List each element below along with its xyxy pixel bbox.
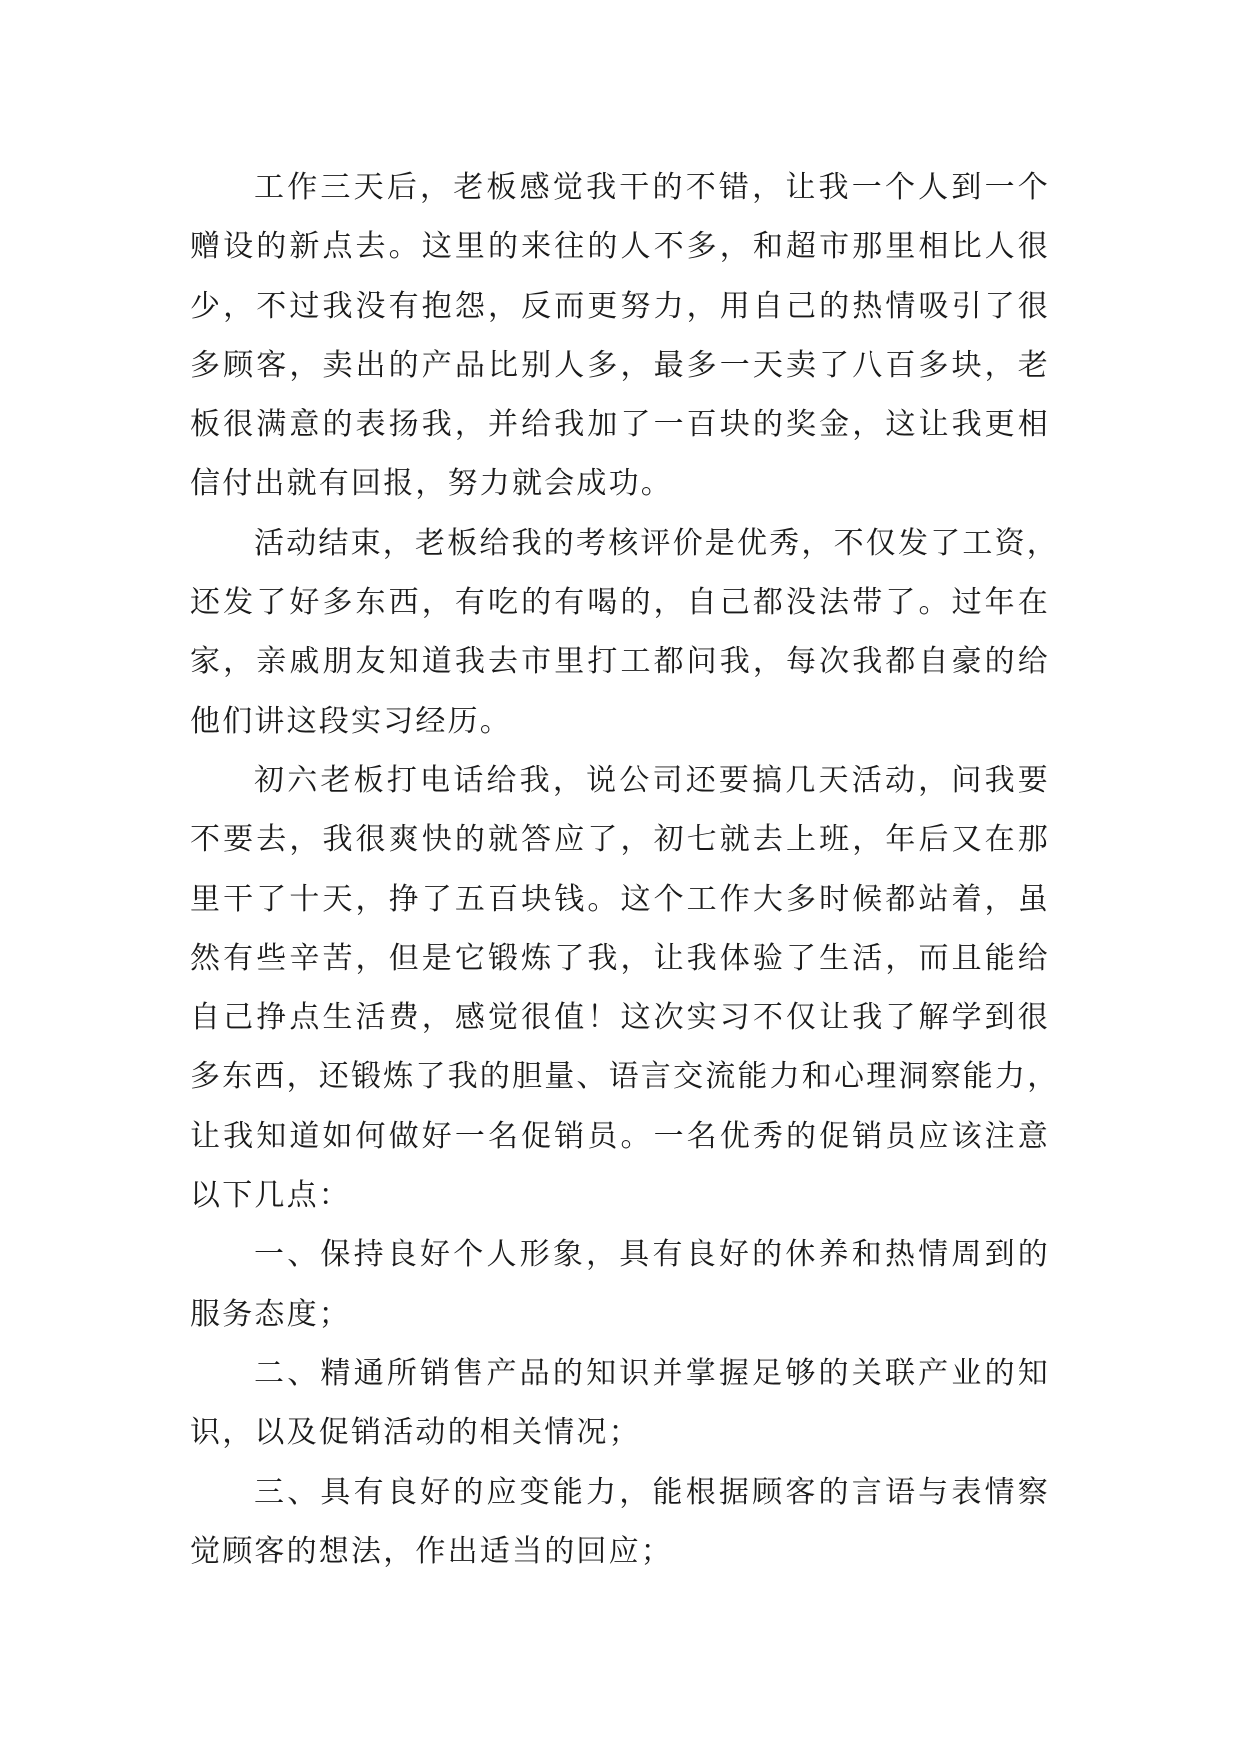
paragraph-line: 服务态度； [190, 1296, 351, 1332]
paragraph-line: 板很满意的表扬我，并给我加了一百块的奖金，这让我更相 [190, 407, 1050, 443]
paragraph-line: 多顾客，卖出的产品比别人多，最多一天卖了八百多块，老 [190, 347, 1050, 383]
paragraph-line: 然有些辛苦，但是它锻炼了我，让我体验了生活，而且能给 [190, 940, 1050, 976]
paragraph-line: 不要去，我很爽快的就答应了，初七就去上班，年后又在那 [190, 822, 1050, 858]
document-body [190, 158, 1060, 1581]
paragraph-line: 初六老板打电话给我，说公司还要搞几天活动，问我要 [254, 762, 1050, 798]
paragraph-1 [190, 158, 1050, 514]
paragraph-line: 二、精通所销售产品的知识并掌握足够的关联产业的知 [254, 1355, 1050, 1391]
paragraph-line: 觉顾客的想法，作出适当的回应； [190, 1533, 673, 1569]
paragraph-line: 里干了十天，挣了五百块钱。这个工作大多时候都站着，虽 [190, 881, 1050, 917]
paragraph-line: 活动结束，老板给我的考核评价是优秀，不仅发了工资， [254, 525, 1059, 561]
paragraph-line: 还发了好多东西，有吃的有喝的，自己都没法带了。过年在 [190, 585, 1050, 621]
list-item-2 [190, 1344, 1050, 1463]
paragraph-line: 赠设的新点去。这里的来往的人不多，和超市那里相比人很 [190, 229, 1050, 265]
paragraph-line: 少，不过我没有抱怨，反而更努力，用自己的热情吸引了很 [190, 288, 1050, 324]
paragraph-line: 多东西，还锻炼了我的胆量、语言交流能力和心理洞察能力， [190, 1059, 1060, 1095]
paragraph-line: 信付出就有回报，努力就会成功。 [190, 466, 673, 502]
paragraph-line: 让我知道如何做好一名促销员。一名优秀的促销员应该注意 [190, 1118, 1050, 1154]
paragraph-line: 他们讲这段实习经历。 [190, 703, 512, 739]
paragraph-line: 以下几点： [190, 1178, 351, 1214]
list-item-3 [190, 1463, 1050, 1582]
paragraph-line: 识，以及促销活动的相关情况； [190, 1415, 641, 1451]
paragraph-line: 家，亲戚朋友知道我去市里打工都问我，每次我都自豪的给 [190, 644, 1050, 680]
paragraph-line: 工作三天后，老板感觉我干的不错，让我一个人到一个 [254, 170, 1050, 205]
paragraph-line: 自己挣点生活费，感觉很值！这次实习不仅让我了解学到很 [190, 1000, 1050, 1036]
paragraph-line: 一、保持良好个人形象，具有良好的休养和热情周到的 [254, 1237, 1050, 1273]
paragraph-2 [190, 514, 1059, 751]
paragraph-line: 三、具有良好的应变能力，能根据顾客的言语与表情察 [254, 1474, 1050, 1510]
paragraph-3 [190, 751, 1060, 1225]
list-item-1 [190, 1225, 1050, 1344]
